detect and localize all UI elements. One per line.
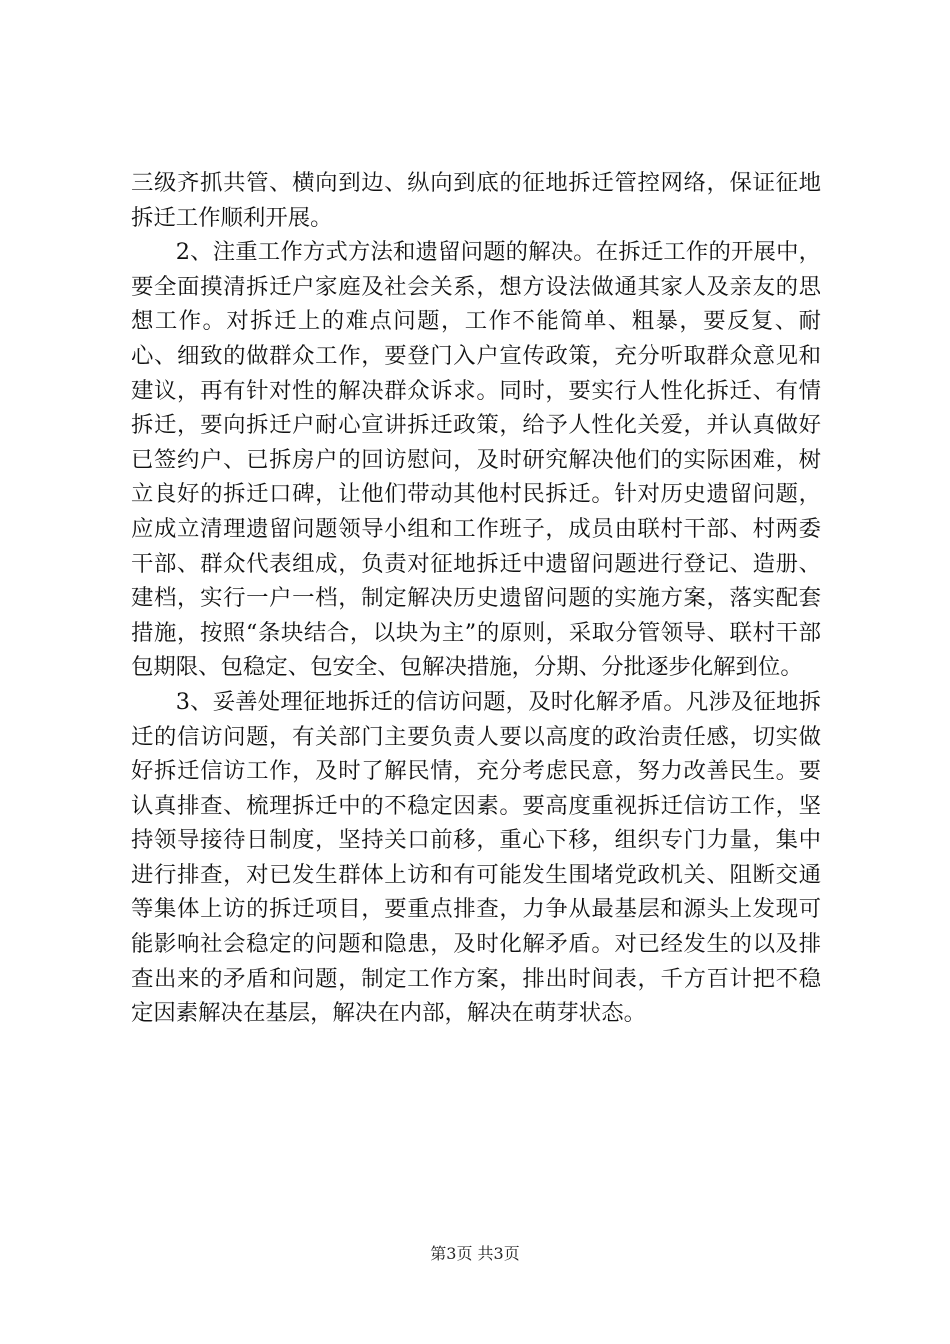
document-body: [131, 166, 821, 1031]
paragraph-continuation: 三级齐抓共管、横向到边、纵向到底的征地拆迁管控网络，保证征地拆迁工作顺利开展。: [131, 170, 821, 231]
paragraph-2: 2、注重工作方式方法和遗留问题的解决。在拆迁工作的开展中，要全面摸清拆迁户家庭及社会关系，想方设法做通其家人及亲友的思想工作。对拆迁上的难点问题，工作不能简单、粗暴，要反复、耐心、细致的做群众工作，要登门入户宣传政策，充分听取群众意见和建议，再有针对性的解决群众诉求。同时，要实行人性化拆迁、有情拆迁，要向拆迁户耐心宣讲拆迁政策，给予人性化关爱，并认真做好已签约户、已拆房户的回访慰问，及时研究解决他们的实际困难，树立良好的拆迁口碑，让他们带动其他村民拆迁。针对历史遗留问题，应成立清理遗留问题领导小组和工作班子，成员由联村干部、村两委干部、群众代表组成，负责对征地拆迁中遗留问题进行登记、造册、建档，实行一户一档，制定解决历史遗留问题的实施方案，落实配套措施，按照“条块结合，以块为主”的原则，采取分管领导、联村干部包期限、包稳定、包安全、包解决措施，分期、分批逐步化解到位。: [131, 239, 821, 681]
page-footer: 第3页 共3页: [430, 1244, 520, 1263]
paragraph-3: 3、妥善处理征地拆迁的信访问题，及时化解矛盾。凡涉及征地拆迁的信访问题，有关部门主要负责人要以高度的政治责任感，切实做好拆迁信访工作，及时了解民情，充分考虑民意，努力改善民生。要认真排查、梳理拆迁中的不稳定因素。要高度重视拆迁信访工作，坚持领导接待日制度，坚持关口前移，重心下移，组织专门力量，集中进行排查，对已发生群体上访和有可能发生围堵党政机关、阻断交通等集体上访的拆迁项目，要重点排查，力争从最基层和源头上发现可能影响社会稳定的问题和隐患，及时化解矛盾。对已经发生的以及排查出来的矛盾和问题，制定工作方案，排出时间表，千方百计把不稳定因素解决在基层，解决在内部，解决在萌芽状态。: [131, 688, 821, 1027]
